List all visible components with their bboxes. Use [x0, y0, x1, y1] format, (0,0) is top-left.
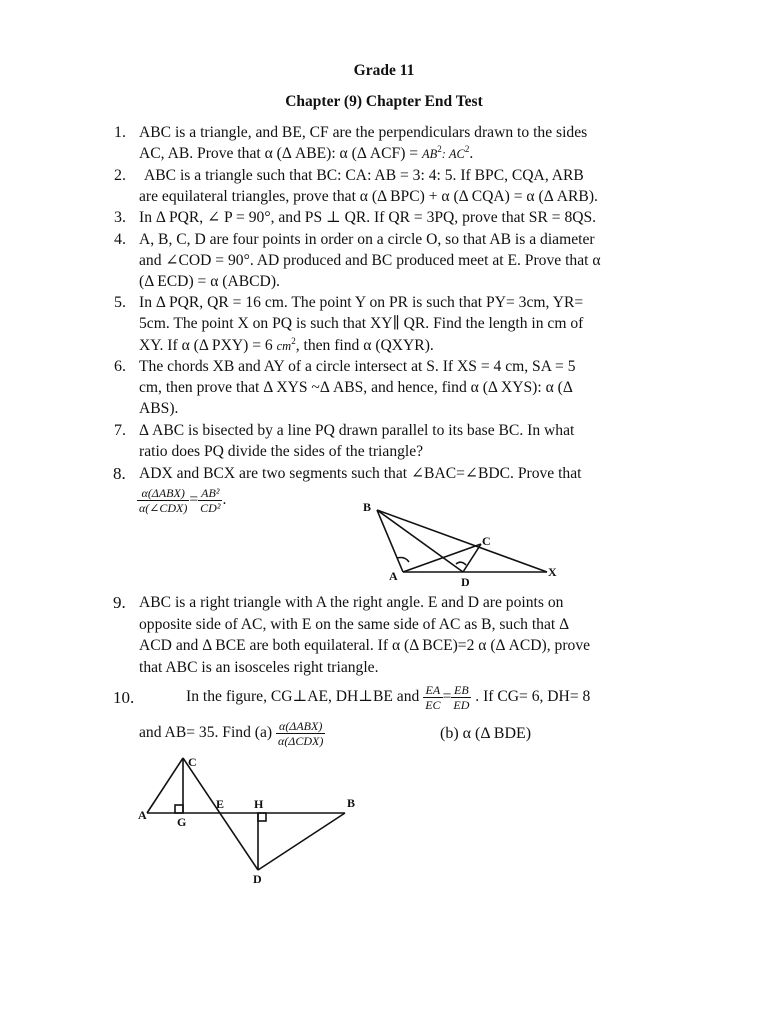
question-4-line-2: and ∠COD = 90°. AD produced and BC produced meet at E. Prove that α: [139, 252, 601, 269]
question-number: 9.: [113, 593, 126, 612]
label-b: B: [347, 796, 356, 810]
question-6-line-1: The chords XB and AY of a circle intersect at S. If XS = 4 cm, SA = 5: [139, 358, 576, 375]
question-number: 5.: [114, 294, 126, 311]
question-9-line-3: ACD and Δ BCE are both equilateral. If α (Δ BCE)=2 α (Δ ACD), prove: [139, 637, 591, 654]
question-10-part-b: (b) α (Δ BDE): [440, 725, 532, 742]
label-d: D: [461, 575, 470, 588]
question-number: 4.: [114, 231, 126, 248]
chapter-title: Chapter (9) Chapter End Test: [285, 93, 483, 110]
question-number: 6.: [114, 358, 126, 375]
question-number: 2.: [114, 167, 126, 184]
question-2-line-2: are equilateral triangles, prove that α (Δ BPC) + α (Δ CQA) = α (Δ ARB).: [139, 188, 598, 205]
label-a: A: [138, 808, 147, 822]
question-6-line-2: cm, then prove that Δ XYS ~Δ ABS, and hence, find α (Δ XYS): α (Δ: [139, 379, 573, 396]
question-10-line-2: and AB= 35. Find (a) $\frac{\text{α(ΔABX)}}{\text{α(ΔCDX)}}$: [139, 718, 324, 748]
question-number: 1.: [114, 124, 126, 141]
label-h: H: [254, 797, 264, 811]
question-8-line-1: ADX and BCX are two segments such that ∠BAC=∠BDC. Prove that: [139, 465, 582, 482]
question-10-figure: [135, 752, 375, 887]
question-7-line-2: ratio does PQ divide the sides of the triangle?: [139, 443, 424, 460]
label-b: B: [363, 500, 372, 514]
question-8-figure: [355, 496, 575, 588]
question-7-line-1: Δ ABC is bisected by a line PQ drawn parallel to its base BC. In what: [139, 422, 575, 439]
question-number: 7.: [114, 422, 126, 439]
question-4-line-1: A, B, C, D are four points in order on a circle O, so that AB is a diameter: [139, 231, 595, 248]
question-8-formula: $\frac{\text{α(ΔABX)}}{\text{α(∠CDX)}}$ = $\frac{\text{AB²}}{\text{CD²}}$ .: [139, 486, 227, 515]
question-1-line-1: ABC is a triangle, and BE, CF are the perpendiculars drawn to the sides: [139, 124, 588, 141]
label-c: C: [482, 534, 491, 548]
question-9-line-1: ABC is a right triangle with A the right angle. E and D are points on: [139, 594, 564, 611]
label-c: C: [188, 755, 197, 769]
question-5-line-2: 5cm. The point X on PQ is such that XY∥ QR. Find the length in cm of: [139, 315, 584, 332]
label-d: D: [253, 872, 262, 886]
question-5-line-1: In Δ PQR, QR = 16 cm. The point Y on PR is such that PY= 3cm, YR=: [139, 294, 584, 311]
question-1-line-2: AC, AB. Prove that α (Δ ABE): α (Δ $ACF) = AB^2$: $AC^2$.: [139, 143, 474, 162]
question-number: 3.: [114, 209, 126, 226]
question-3-line-1: In Δ PQR, ∠ P = 90°, and PS ⊥ QR. If QR = 3PQ, prove that SR = 8QS.: [139, 209, 597, 226]
question-6-line-3: ABS).: [139, 400, 179, 417]
question-9-line-2: opposite side of AC, with E on the same side of AC as B, such that Δ: [139, 616, 570, 633]
question-9-line-4: that ABC is an isosceles right triangle.: [139, 659, 379, 676]
question-number: 8.: [113, 464, 126, 483]
label-x: X: [548, 565, 557, 579]
label-g: G: [177, 815, 187, 829]
question-2-line-1: ABC is a triangle such that BC: CA: AB = 3: 4: 5. If BPC, CQA, ARB: [144, 167, 584, 184]
label-e: E: [216, 797, 225, 811]
question-4-line-3: (Δ ECD) = α (ABCD).: [139, 273, 280, 290]
question-10-line-1: In the figure, CG⊥AE, DH⊥BE and $\frac{EA}{EC}$ = $\frac{EB}{ED}$ . If CG= 6, DH= 8: [186, 682, 591, 712]
question-5-line-3: XY. If α (Δ PXY) = 6 $cm^2$, then find α (QXYR).: [139, 335, 434, 354]
question-number: 10.: [113, 688, 135, 707]
grade-title: Grade 11: [353, 62, 415, 79]
label-a: A: [389, 569, 398, 583]
